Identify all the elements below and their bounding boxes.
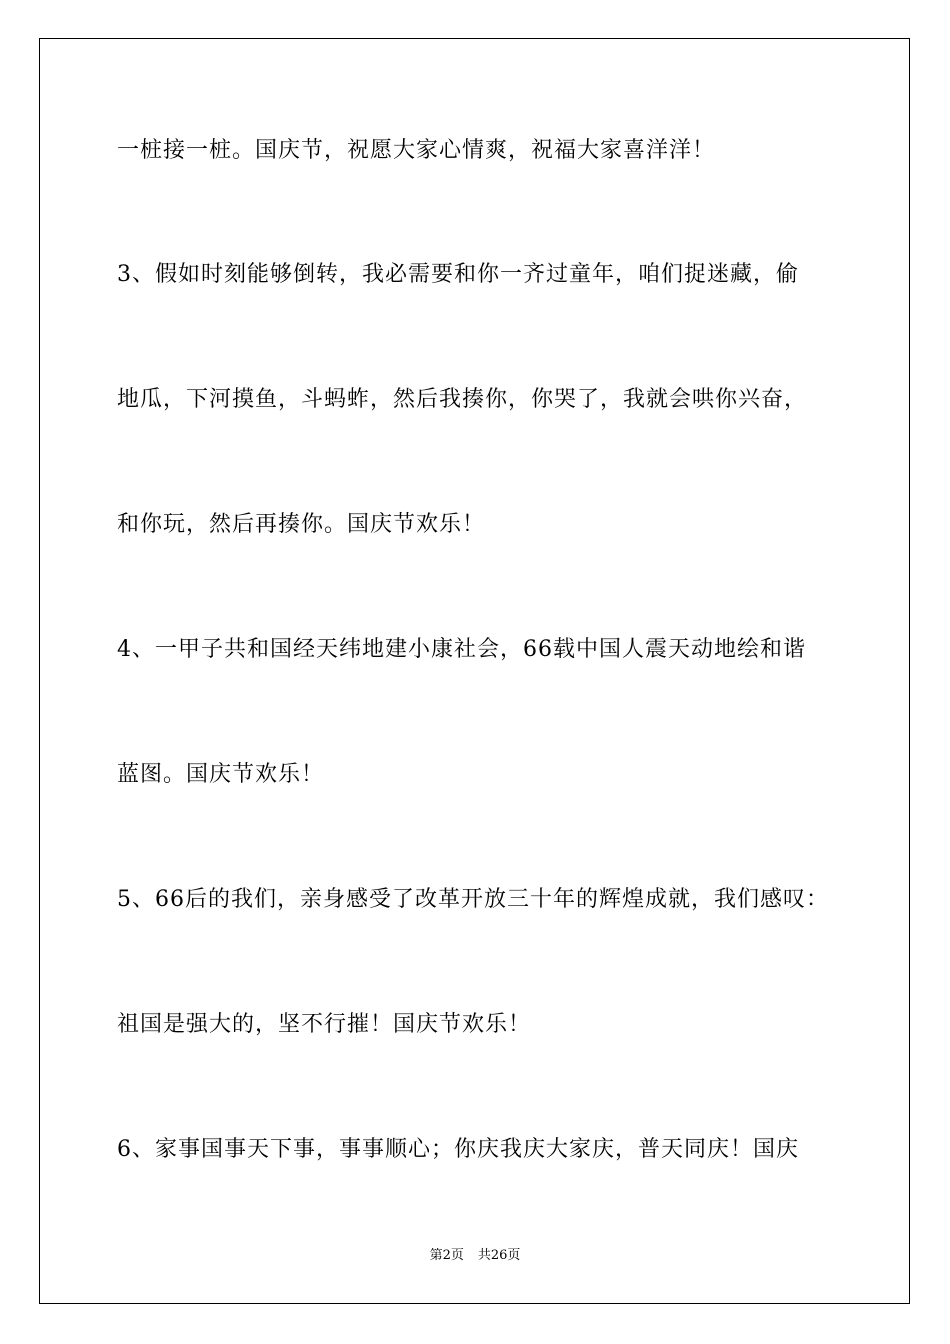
body-text-line: 和你玩，然后再揍你。国庆节欢乐！ — [117, 512, 486, 537]
body-text-line: 3、假如时刻能够倒转，我必需要和你一齐过童年，咱们捉迷藏，偷 — [117, 262, 799, 287]
page-footer — [0, 1247, 950, 1265]
body-text-line: 蓝图。国庆节欢乐！ — [117, 762, 325, 787]
body-text-line: 6、家事国事天下事，事事顺心；你庆我庆大家庆，普天同庆！国庆 — [117, 1137, 799, 1162]
body-text-line: 一桩接一桩。国庆节，祝愿大家心情爽，祝福大家喜洋洋！ — [117, 138, 716, 163]
body-text-line: 5、66后的我们，亲身感受了改革开放三十年的辉煌成就，我们感叹： — [117, 887, 829, 912]
body-text-line: 4、一甲子共和国经天纬地建小康社会，66载中国人震天动地绘和谐 — [117, 637, 806, 662]
page-number: 第2页 — [429, 1248, 464, 1263]
total-pages: 共26页 — [477, 1248, 521, 1263]
body-text-line: 祖国是强大的，坚不行摧！国庆节欢乐！ — [117, 1012, 532, 1037]
body-text-line: 地瓜，下河摸鱼，斗蚂蚱，然后我揍你，你哭了，我就会哄你兴奋， — [117, 387, 808, 412]
page-border — [39, 38, 910, 1304]
